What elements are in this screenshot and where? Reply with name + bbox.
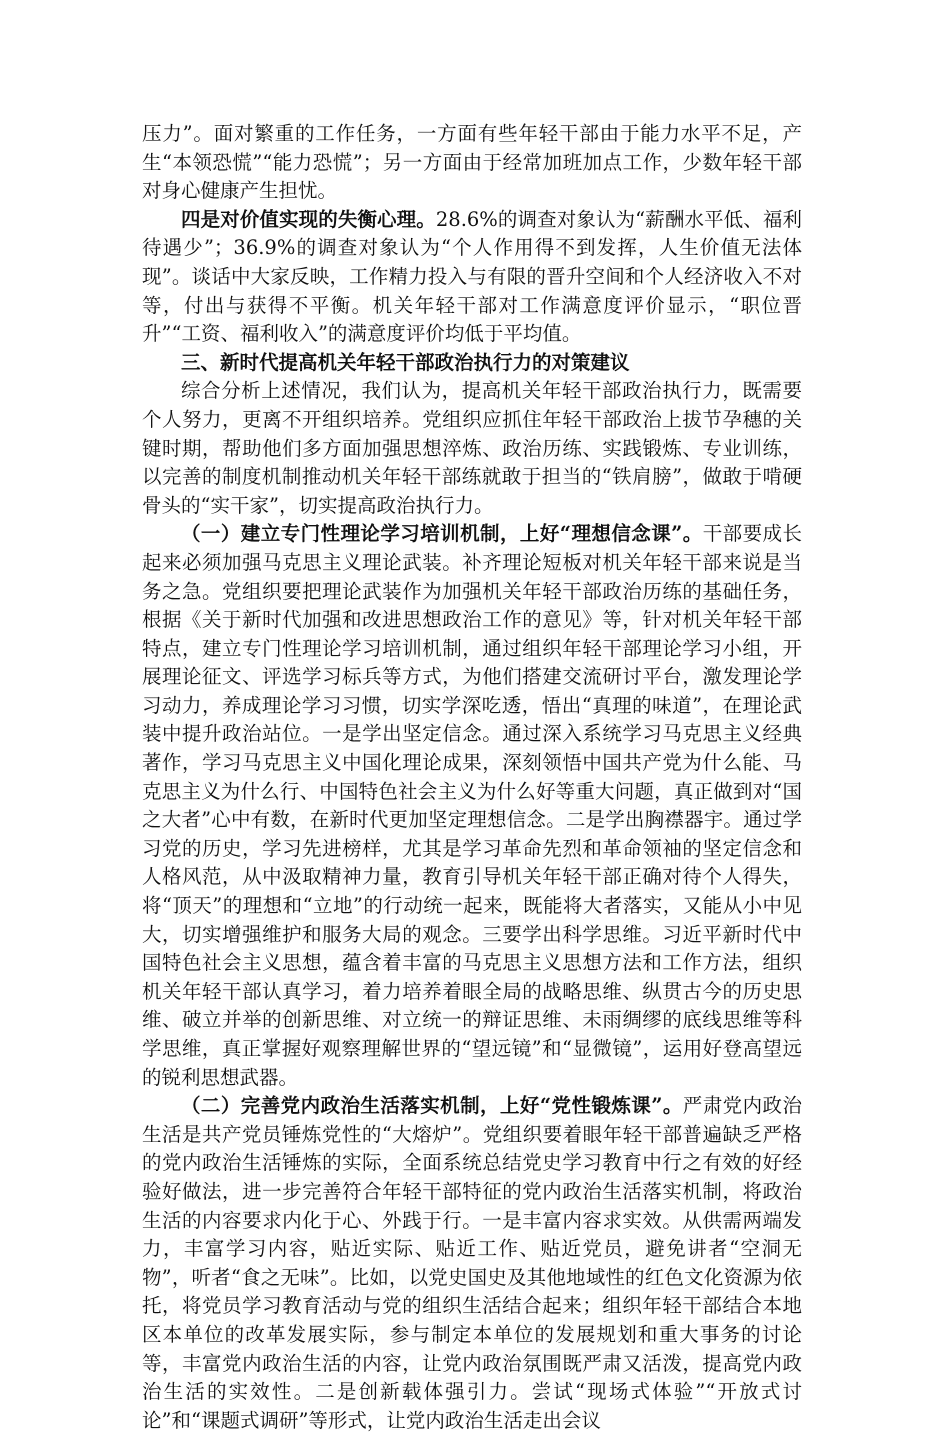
paragraph-lead: 四是对价值实现的失衡心理。 xyxy=(181,207,436,231)
paragraph-text: 28.6%的调查对象认为“薪酬水平低、福利待遇少”；36.9%的调查对象认为“个人作用得不到发挥，人生价值无法体现”。谈话中大家反映，工作精力投入与有限的晋升空间和个人经济收入不对等，付出与获得不平衡。机关年轻干部对工作满意度评价显示，“职位晋升”“工资、福利收入”的满意度评价均低于平均值。 xyxy=(142,207,802,346)
paragraph-text: 严肃党内政治生活是共产党员锤炼党性的“大熔炉”。党组织要着眼年轻干部普遍缺乏严格的党内政治生活锤炼的实际，全面系统总结党史学习教育中行之有效的好经验好做法，进一步完善符合年轻干部特征的党内政治生活落实机制，将政治生活的内容要求内化于心、外践于行。一是丰富内容求实效。从供需两端发力，丰富学习内容，贴近实际、贴近工作、贴近党员，避免讲者“空洞无物”，听者“食之无味”。比如，以党史国史及其他地域性的红色文化资源为依托，将党员学习教育活动与党的组织生活结合起来；组织年轻干部结合本地区本单位的改革发展实际，参与制定本单位的发展规划和重大事务的讨论等，丰富党内政治生活的内容，让党内政治氛围既严肃又活泼，提高党内政治生活的实效性。二是创新载体强引力。尝试“现场式体验”“开放式讨论”和“课题式调研”等形式，让党内政治生活走出会议 xyxy=(142,1094,802,1432)
paragraph-lead: （二）完善党内政治生活落实机制，上好“党性锻炼课”。 xyxy=(181,1094,683,1118)
paragraph-lead: （一）建立专门性理论学习培训机制，上好“理想信念课”。 xyxy=(181,522,703,546)
paragraph-party-life xyxy=(142,1092,802,1435)
paragraph-summary: 综合分析上述情况，我们认为，提高机关年轻干部政治执行力，既需要个人努力，更离不开组织培养。党组织应抓住年轻干部政治上拔节孕穗的关键时期，帮助他们多方面加强思想淬炼、政治历练、实践锻炼、专业训练，以完善的制度机制推动机关年轻干部练就敢于担当的“铁肩膀”，做敢于啃硬骨头的“实干家”，切实提高政治执行力。 xyxy=(142,379,802,517)
document-body xyxy=(142,120,802,1435)
section-heading: 三、新时代提高机关年轻干部政治执行力的对策建议 xyxy=(181,350,630,374)
paragraph-continuation: 压力”。面对繁重的工作任务，一方面有些年轻干部由于能力水平不足，产生“本领恐慌”“能力恐慌”；另一方面由于经常加班加点工作，少数年轻干部对身心健康产生担忧。 xyxy=(142,122,802,203)
paragraph-text: 干部要成长起来必须加强马克思主义理论武装。补齐理论短板对机关年轻干部来说是当务之急。党组织要把理论武装作为加强机关年轻干部政治历练的基础任务，根据《关于新时代加强和改进思想政治工作的意见》等，针对机关年轻干部特点，建立专门性理论学习培训机制，通过组织年轻干部理论学习小组，开展理论征文、评选学习标兵等方式，为他们搭建交流研讨平台，激发理论学习动力，养成理论学习习惯，切实学深吃透，悟出“真理的味道”，在理论武装中提升政治站位。一是学出坚定信念。通过深入系统学习马克思主义经典著作，学习马克思主义中国化理论成果，深刻领悟中国共产党为什么能、马克思主义为什么行、中国特色社会主义为什么好等重大问题，真正做到对“国之大者”心中有数，在新时代更加坚定理想信念。二是学出胸襟器宇。通过学习党的历史，学习先进榜样，尤其是学习革命先烈和革命领袖的坚定信念和人格风范，从中汲取精神力量，教育引导机关年轻干部正确对待个人得失，将“顶天”的理想和“立地”的行动统一起来，既能将大者落实，又能从小中见大，切实增强维护和服务大局的观念。三要学出科学思维。习近平新时代中国特色社会主义思想，蕴含着丰富的马克思主义思想方法和工作方法，组织机关年轻干部认真学习，着力培养着眼全局的战略思维、纵贯古今的历史思维、破立并举的创新思维、对立统一的辩证思维、未雨绸缪的底线思维等科学思维，真正掌握好观察理解世界的“望远镜”和“显微镜”，运用好登高望远的锐利思想武器。 xyxy=(142,522,802,1089)
paragraph-theory-training xyxy=(142,520,802,1092)
paragraph-value-imbalance xyxy=(142,206,802,349)
